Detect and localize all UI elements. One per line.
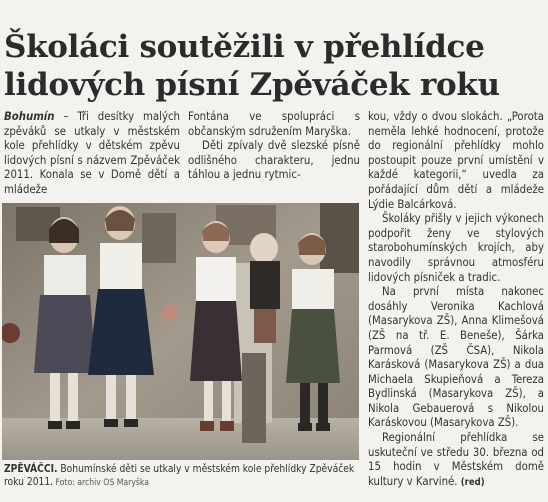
paragraph: kou, vždy o dvou slokách. „Porota neměla lehké hodnocení, protože do regionální přehlídky mohlo postoupit pouze první umístění v každé kategorii,“ uvedla za pořádající dům dětí a mládeže Lýdie Balcárková. bbox=[368, 110, 544, 211]
paragraph: Školáky přišly v jejich výkonech podpořit ženy ve stylových starobohumínských krojích, aby navodily správnou atmosféru lidových písniček a tradic. bbox=[368, 212, 544, 284]
paragraph-text: – Tři desítky malých zpěváků se utkaly v městském kole přehlídky v dětském zpěvu lidových písní s názvem Zpěváček 2011. Konala se v Domě dětí a mládeže bbox=[4, 110, 180, 196]
photo-credit: Foto: archiv OS Maryška bbox=[53, 478, 149, 489]
dateline: Bohumín bbox=[4, 110, 55, 123]
caption-lead: ZPĚVÁČCI. bbox=[4, 464, 58, 475]
photo-children-in-costumes bbox=[2, 203, 359, 460]
paragraph: Fontána ve spolupráci s občanským sdružením Maryška. bbox=[188, 110, 360, 138]
photo-caption bbox=[4, 463, 358, 491]
paragraph: Děti zpívaly dvě slezské písně odlišného charakteru, jednu táhlou a jednu rytmic- bbox=[188, 139, 360, 182]
paragraph bbox=[4, 110, 180, 198]
paragraph bbox=[368, 431, 544, 490]
article-column-3 bbox=[368, 110, 544, 490]
author-signature: (red) bbox=[460, 476, 485, 488]
paragraph-text: Regionální přehlídka se uskuteční ve středu 30. března od 15 hodin v Městském domě kultury v Karviné. bbox=[368, 431, 544, 488]
caption-text: Bohumínské děti se utkaly v městském kole přehlídky Zpěváček roku 2011. bbox=[4, 464, 355, 489]
paragraph: Na první místa nakonec dosáhly Veronika Kachlová (Masarykova ZŠ), Anna Klimešová (ZŠ na tř. E. Beneše), Šárka Parmová (ZŠ ČSA), Nikola Karásková (Masarykova ZŠ) a dua Michaela Skupieňová a Tereza Bydlinská (Masarykova ZŠ), a Nikola Gebauerová s Nikolou Karáskovou (Masarykova ZŠ). bbox=[368, 285, 544, 430]
article-column-1 bbox=[4, 110, 180, 198]
headline: Školáci soutěžili v přehlídce lidových písní Zpěváček roku bbox=[4, 29, 500, 103]
news-photo bbox=[2, 203, 359, 460]
article-column-2 bbox=[188, 110, 360, 183]
